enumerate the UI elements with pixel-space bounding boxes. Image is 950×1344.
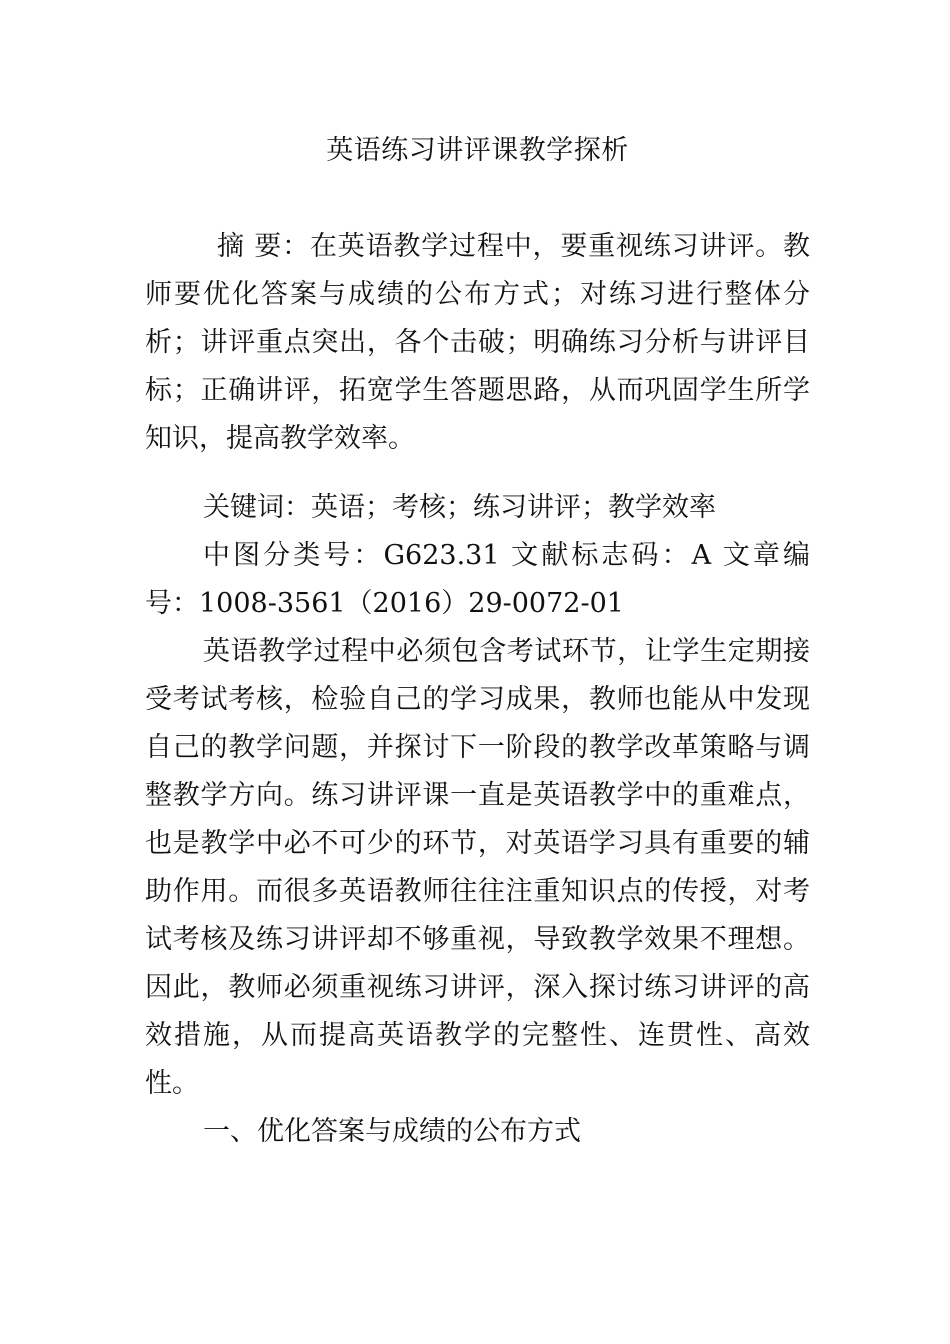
keywords-text: 英语；考核；练习讲评；教学效率 xyxy=(311,492,716,523)
keywords-label: 关键词： xyxy=(203,492,311,523)
classification-paragraph: 中图分类号：G623.31 文献标志码：A 文章编号：1008-3561（2016）29-0072-01 xyxy=(145,540,810,619)
body-paragraph: 英语教学过程中必须包含考试环节，让学生定期接受考试考核，检验自己的学习成果，教师也能从中发现自己的教学问题，并探讨下一阶段的教学改革策略与调整教学方向。练习讲评课一直是英语教学中的重难点，也是教学中必不可少的环节，对英语学习具有重要的辅助作用。而很多英语教师往往注重知识点的传授，对考试考核及练习讲评却不够重视，导致教学效果不理想。因此，教师必须重视练习讲评，深入探讨练习讲评的高效措施，从而提高英语教学的完整性、连贯性、高效性。 xyxy=(145,636,810,1099)
document-content xyxy=(145,128,810,1156)
abstract-text: 在英语教学过程中，要重视练习讲评。教师要优化答案与成绩的公布方式；对练习进行整体分析；讲评重点突出，各个击破；明确练习分析与讲评目标；正确讲评，拓宽学生答题思路，从而巩固学生所学知识，提高教学效率。 xyxy=(145,231,810,454)
document-title: 英语练习讲评课教学探析 xyxy=(326,135,629,166)
keywords-paragraph xyxy=(145,484,810,532)
abstract-label: 摘 要： xyxy=(217,231,310,262)
section-heading: 一、优化答案与成绩的公布方式 xyxy=(203,1116,581,1147)
abstract-paragraph xyxy=(145,223,810,463)
